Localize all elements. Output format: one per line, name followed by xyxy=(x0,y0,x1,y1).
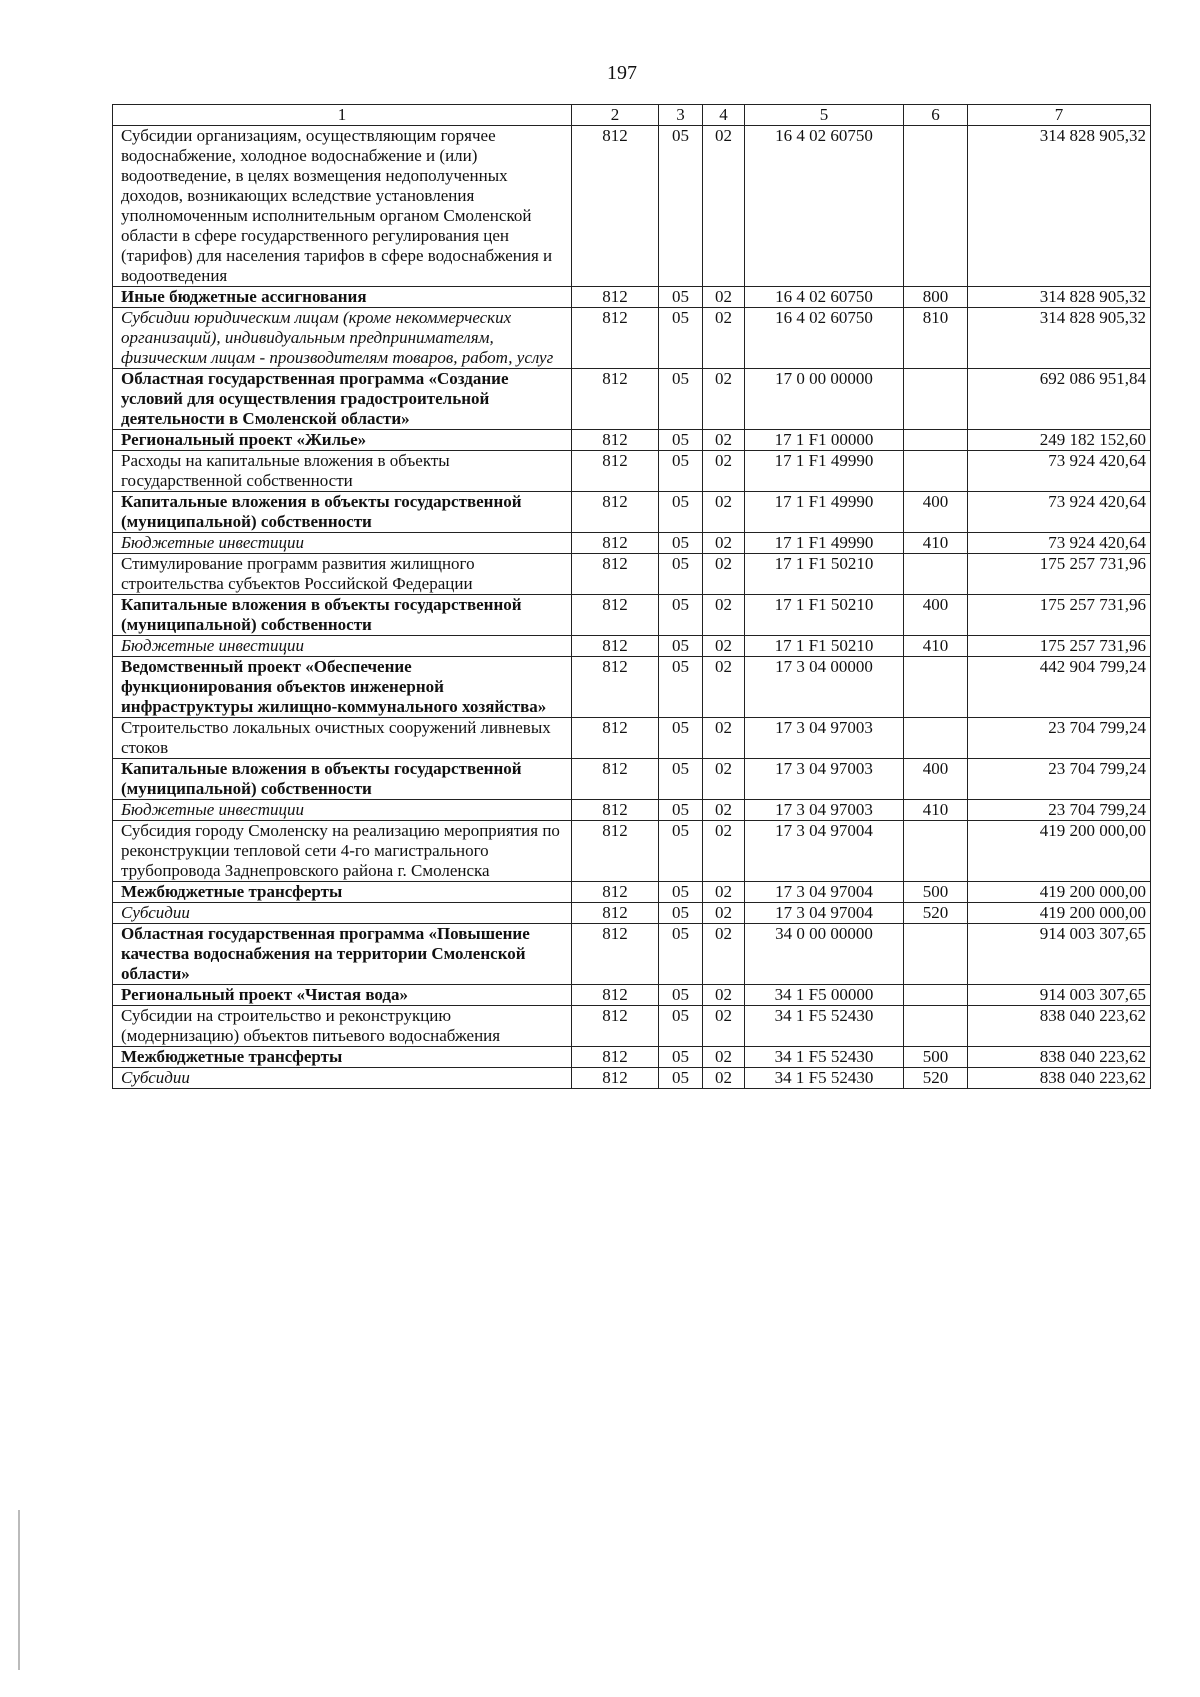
target-article-cell: 34 1 F5 00000 xyxy=(745,985,904,1006)
table-header-row xyxy=(113,105,1151,126)
target-article-cell: 17 3 04 97004 xyxy=(745,903,904,924)
target-article-cell: 17 3 04 00000 xyxy=(745,657,904,718)
subsection-code-cell: 02 xyxy=(703,451,745,492)
expense-type-cell: 410 xyxy=(904,800,968,821)
table-row xyxy=(113,924,1151,985)
expense-type-cell: 500 xyxy=(904,882,968,903)
row-name-cell: Субсидии организациям, осуществляющим горячее водоснабжение, холодное водоснабжение и (или) водоотведение, в целях возмещения недополученных доходов, возникающих вследствие установления уполномоченным исполнительным органом Смоленской области в сфере государственного регулирования цен (тарифов) для населения тарифов в сфере водоснабжения и водоотведения xyxy=(113,126,572,287)
page-number: 197 xyxy=(607,62,637,84)
table-row xyxy=(113,759,1151,800)
row-name-cell: Субсидия городу Смоленску на реализацию мероприятия по реконструкции тепловой сети 4-го магистрального трубопровода Заднепровского района г. Смоленска xyxy=(113,821,572,882)
expense-type-cell: 520 xyxy=(904,1068,968,1089)
expense-type-cell xyxy=(904,430,968,451)
section-code-cell: 05 xyxy=(659,492,703,533)
row-name-cell: Бюджетные инвестиции xyxy=(113,533,572,554)
section-code-cell: 05 xyxy=(659,1006,703,1047)
row-name-cell: Субсидии xyxy=(113,1068,572,1089)
table-row xyxy=(113,595,1151,636)
row-name-cell: Иные бюджетные ассигнования xyxy=(113,287,572,308)
subsection-code-cell: 02 xyxy=(703,492,745,533)
amount-cell: 73 924 420,64 xyxy=(968,533,1151,554)
table-row xyxy=(113,369,1151,430)
row-name-cell: Межбюджетные трансферты xyxy=(113,1047,572,1068)
row-name-cell: Капитальные вложения в объекты государственной (муниципальной) собственности xyxy=(113,492,572,533)
section-code-cell: 05 xyxy=(659,308,703,369)
table-row xyxy=(113,287,1151,308)
section-code-cell: 05 xyxy=(659,657,703,718)
expense-type-cell xyxy=(904,985,968,1006)
section-code-cell: 05 xyxy=(659,800,703,821)
admin-code-cell: 812 xyxy=(572,800,659,821)
expense-type-cell xyxy=(904,1006,968,1047)
section-code-cell: 05 xyxy=(659,126,703,287)
section-code-cell: 05 xyxy=(659,287,703,308)
table-row xyxy=(113,718,1151,759)
target-article-cell: 17 1 F1 00000 xyxy=(745,430,904,451)
target-article-cell: 16 4 02 60750 xyxy=(745,287,904,308)
table-row xyxy=(113,821,1151,882)
row-name-cell: Строительство локальных очистных сооружений ливневых стоков xyxy=(113,718,572,759)
target-article-cell: 17 1 F1 49990 xyxy=(745,533,904,554)
admin-code-cell: 812 xyxy=(572,430,659,451)
amount-cell: 23 704 799,24 xyxy=(968,759,1151,800)
subsection-code-cell: 02 xyxy=(703,759,745,800)
subsection-code-cell: 02 xyxy=(703,595,745,636)
admin-code-cell: 812 xyxy=(572,369,659,430)
table-row xyxy=(113,308,1151,369)
section-code-cell: 05 xyxy=(659,636,703,657)
target-article-cell: 17 3 04 97003 xyxy=(745,718,904,759)
amount-cell: 914 003 307,65 xyxy=(968,924,1151,985)
section-code-cell: 05 xyxy=(659,924,703,985)
row-name-cell: Бюджетные инвестиции xyxy=(113,636,572,657)
table-row xyxy=(113,1068,1151,1089)
row-name-cell: Региональный проект «Жилье» xyxy=(113,430,572,451)
admin-code-cell: 812 xyxy=(572,759,659,800)
scan-edge-mark xyxy=(18,1510,20,1670)
admin-code-cell: 812 xyxy=(572,657,659,718)
amount-cell: 249 182 152,60 xyxy=(968,430,1151,451)
expense-type-cell: 810 xyxy=(904,308,968,369)
table-row xyxy=(113,126,1151,287)
row-name-cell: Стимулирование программ развития жилищного строительства субъектов Российской Федерации xyxy=(113,554,572,595)
column-header: 5 xyxy=(745,105,904,126)
subsection-code-cell: 02 xyxy=(703,554,745,595)
admin-code-cell: 812 xyxy=(572,126,659,287)
admin-code-cell: 812 xyxy=(572,903,659,924)
expense-type-cell: 500 xyxy=(904,1047,968,1068)
target-article-cell: 16 4 02 60750 xyxy=(745,126,904,287)
column-header: 1 xyxy=(113,105,572,126)
subsection-code-cell: 02 xyxy=(703,821,745,882)
table-row xyxy=(113,882,1151,903)
target-article-cell: 17 1 F1 50210 xyxy=(745,554,904,595)
table-row xyxy=(113,533,1151,554)
target-article-cell: 34 1 F5 52430 xyxy=(745,1006,904,1047)
subsection-code-cell: 02 xyxy=(703,369,745,430)
subsection-code-cell: 02 xyxy=(703,1006,745,1047)
table-row xyxy=(113,800,1151,821)
table-row xyxy=(113,451,1151,492)
amount-cell: 314 828 905,32 xyxy=(968,287,1151,308)
target-article-cell: 34 1 F5 52430 xyxy=(745,1047,904,1068)
amount-cell: 23 704 799,24 xyxy=(968,718,1151,759)
table-row xyxy=(113,985,1151,1006)
expense-type-cell xyxy=(904,451,968,492)
subsection-code-cell: 02 xyxy=(703,985,745,1006)
section-code-cell: 05 xyxy=(659,369,703,430)
column-header: 7 xyxy=(968,105,1151,126)
amount-cell: 175 257 731,96 xyxy=(968,636,1151,657)
amount-cell: 419 200 000,00 xyxy=(968,903,1151,924)
target-article-cell: 17 3 04 97004 xyxy=(745,821,904,882)
section-code-cell: 05 xyxy=(659,718,703,759)
row-name-cell: Субсидии на строительство и реконструкцию (модернизацию) объектов питьевого водоснабжения xyxy=(113,1006,572,1047)
subsection-code-cell: 02 xyxy=(703,308,745,369)
row-name-cell: Капитальные вложения в объекты государственной (муниципальной) собственности xyxy=(113,595,572,636)
subsection-code-cell: 02 xyxy=(703,903,745,924)
target-article-cell: 17 1 F1 50210 xyxy=(745,595,904,636)
table-row xyxy=(113,492,1151,533)
section-code-cell: 05 xyxy=(659,430,703,451)
column-header: 3 xyxy=(659,105,703,126)
section-code-cell: 05 xyxy=(659,821,703,882)
amount-cell: 175 257 731,96 xyxy=(968,595,1151,636)
amount-cell: 838 040 223,62 xyxy=(968,1068,1151,1089)
expense-type-cell: 410 xyxy=(904,636,968,657)
subsection-code-cell: 02 xyxy=(703,126,745,287)
target-article-cell: 17 1 F1 49990 xyxy=(745,492,904,533)
table-row xyxy=(113,430,1151,451)
table-row xyxy=(113,554,1151,595)
subsection-code-cell: 02 xyxy=(703,287,745,308)
table-row xyxy=(113,903,1151,924)
amount-cell: 692 086 951,84 xyxy=(968,369,1151,430)
budget-table xyxy=(112,104,1151,1089)
amount-cell: 73 924 420,64 xyxy=(968,451,1151,492)
target-article-cell: 17 3 04 97003 xyxy=(745,800,904,821)
subsection-code-cell: 02 xyxy=(703,718,745,759)
expense-type-cell xyxy=(904,718,968,759)
amount-cell: 838 040 223,62 xyxy=(968,1006,1151,1047)
admin-code-cell: 812 xyxy=(572,533,659,554)
amount-cell: 838 040 223,62 xyxy=(968,1047,1151,1068)
admin-code-cell: 812 xyxy=(572,308,659,369)
row-name-cell: Региональный проект «Чистая вода» xyxy=(113,985,572,1006)
target-article-cell: 17 1 F1 50210 xyxy=(745,636,904,657)
target-article-cell: 17 0 00 00000 xyxy=(745,369,904,430)
amount-cell: 175 257 731,96 xyxy=(968,554,1151,595)
admin-code-cell: 812 xyxy=(572,718,659,759)
expense-type-cell xyxy=(904,126,968,287)
row-name-cell: Областная государственная программа «Повышение качества водоснабжения на территории Смоленской области» xyxy=(113,924,572,985)
subsection-code-cell: 02 xyxy=(703,636,745,657)
expense-type-cell: 400 xyxy=(904,492,968,533)
expense-type-cell xyxy=(904,924,968,985)
admin-code-cell: 812 xyxy=(572,595,659,636)
expense-type-cell xyxy=(904,369,968,430)
admin-code-cell: 812 xyxy=(572,821,659,882)
row-name-cell: Межбюджетные трансферты xyxy=(113,882,572,903)
subsection-code-cell: 02 xyxy=(703,882,745,903)
expense-type-cell: 520 xyxy=(904,903,968,924)
subsection-code-cell: 02 xyxy=(703,533,745,554)
section-code-cell: 05 xyxy=(659,1068,703,1089)
row-name-cell: Бюджетные инвестиции xyxy=(113,800,572,821)
amount-cell: 419 200 000,00 xyxy=(968,882,1151,903)
expense-type-cell xyxy=(904,821,968,882)
target-article-cell: 17 1 F1 49990 xyxy=(745,451,904,492)
row-name-cell: Расходы на капитальные вложения в объекты государственной собственности xyxy=(113,451,572,492)
section-code-cell: 05 xyxy=(659,903,703,924)
amount-cell: 314 828 905,32 xyxy=(968,308,1151,369)
section-code-cell: 05 xyxy=(659,451,703,492)
admin-code-cell: 812 xyxy=(572,1047,659,1068)
column-header: 6 xyxy=(904,105,968,126)
subsection-code-cell: 02 xyxy=(703,1068,745,1089)
section-code-cell: 05 xyxy=(659,554,703,595)
subsection-code-cell: 02 xyxy=(703,430,745,451)
admin-code-cell: 812 xyxy=(572,924,659,985)
admin-code-cell: 812 xyxy=(572,1068,659,1089)
subsection-code-cell: 02 xyxy=(703,924,745,985)
admin-code-cell: 812 xyxy=(572,636,659,657)
admin-code-cell: 812 xyxy=(572,554,659,595)
expense-type-cell xyxy=(904,554,968,595)
expense-type-cell: 800 xyxy=(904,287,968,308)
row-name-cell: Областная государственная программа «Создание условий для осуществления градостроительной деятельности в Смоленской области» xyxy=(113,369,572,430)
table-row xyxy=(113,657,1151,718)
table-row xyxy=(113,1006,1151,1047)
table-row xyxy=(113,1047,1151,1068)
table-row xyxy=(113,636,1151,657)
admin-code-cell: 812 xyxy=(572,1006,659,1047)
amount-cell: 314 828 905,32 xyxy=(968,126,1151,287)
subsection-code-cell: 02 xyxy=(703,1047,745,1068)
amount-cell: 23 704 799,24 xyxy=(968,800,1151,821)
subsection-code-cell: 02 xyxy=(703,657,745,718)
target-article-cell: 16 4 02 60750 xyxy=(745,308,904,369)
target-article-cell: 34 1 F5 52430 xyxy=(745,1068,904,1089)
admin-code-cell: 812 xyxy=(572,492,659,533)
admin-code-cell: 812 xyxy=(572,451,659,492)
admin-code-cell: 812 xyxy=(572,882,659,903)
target-article-cell: 34 0 00 00000 xyxy=(745,924,904,985)
column-header: 4 xyxy=(703,105,745,126)
expense-type-cell xyxy=(904,657,968,718)
table-body xyxy=(113,105,1151,1089)
subsection-code-cell: 02 xyxy=(703,800,745,821)
amount-cell: 419 200 000,00 xyxy=(968,821,1151,882)
row-name-cell: Субсидии xyxy=(113,903,572,924)
row-name-cell: Капитальные вложения в объекты государственной (муниципальной) собственности xyxy=(113,759,572,800)
amount-cell: 442 904 799,24 xyxy=(968,657,1151,718)
section-code-cell: 05 xyxy=(659,759,703,800)
amount-cell: 914 003 307,65 xyxy=(968,985,1151,1006)
section-code-cell: 05 xyxy=(659,1047,703,1068)
section-code-cell: 05 xyxy=(659,985,703,1006)
section-code-cell: 05 xyxy=(659,595,703,636)
expense-type-cell: 400 xyxy=(904,595,968,636)
target-article-cell: 17 3 04 97004 xyxy=(745,882,904,903)
section-code-cell: 05 xyxy=(659,882,703,903)
column-header: 2 xyxy=(572,105,659,126)
admin-code-cell: 812 xyxy=(572,985,659,1006)
target-article-cell: 17 3 04 97003 xyxy=(745,759,904,800)
row-name-cell: Субсидии юридическим лицам (кроме некоммерческих организаций), индивидуальным предпринимателям, физическим лицам - производителям товаров, работ, услуг xyxy=(113,308,572,369)
admin-code-cell: 812 xyxy=(572,287,659,308)
expense-type-cell: 410 xyxy=(904,533,968,554)
amount-cell: 73 924 420,64 xyxy=(968,492,1151,533)
row-name-cell: Ведомственный проект «Обеспечение функционирования объектов инженерной инфраструктуры жилищно-коммунального хозяйства» xyxy=(113,657,572,718)
section-code-cell: 05 xyxy=(659,533,703,554)
expense-type-cell: 400 xyxy=(904,759,968,800)
